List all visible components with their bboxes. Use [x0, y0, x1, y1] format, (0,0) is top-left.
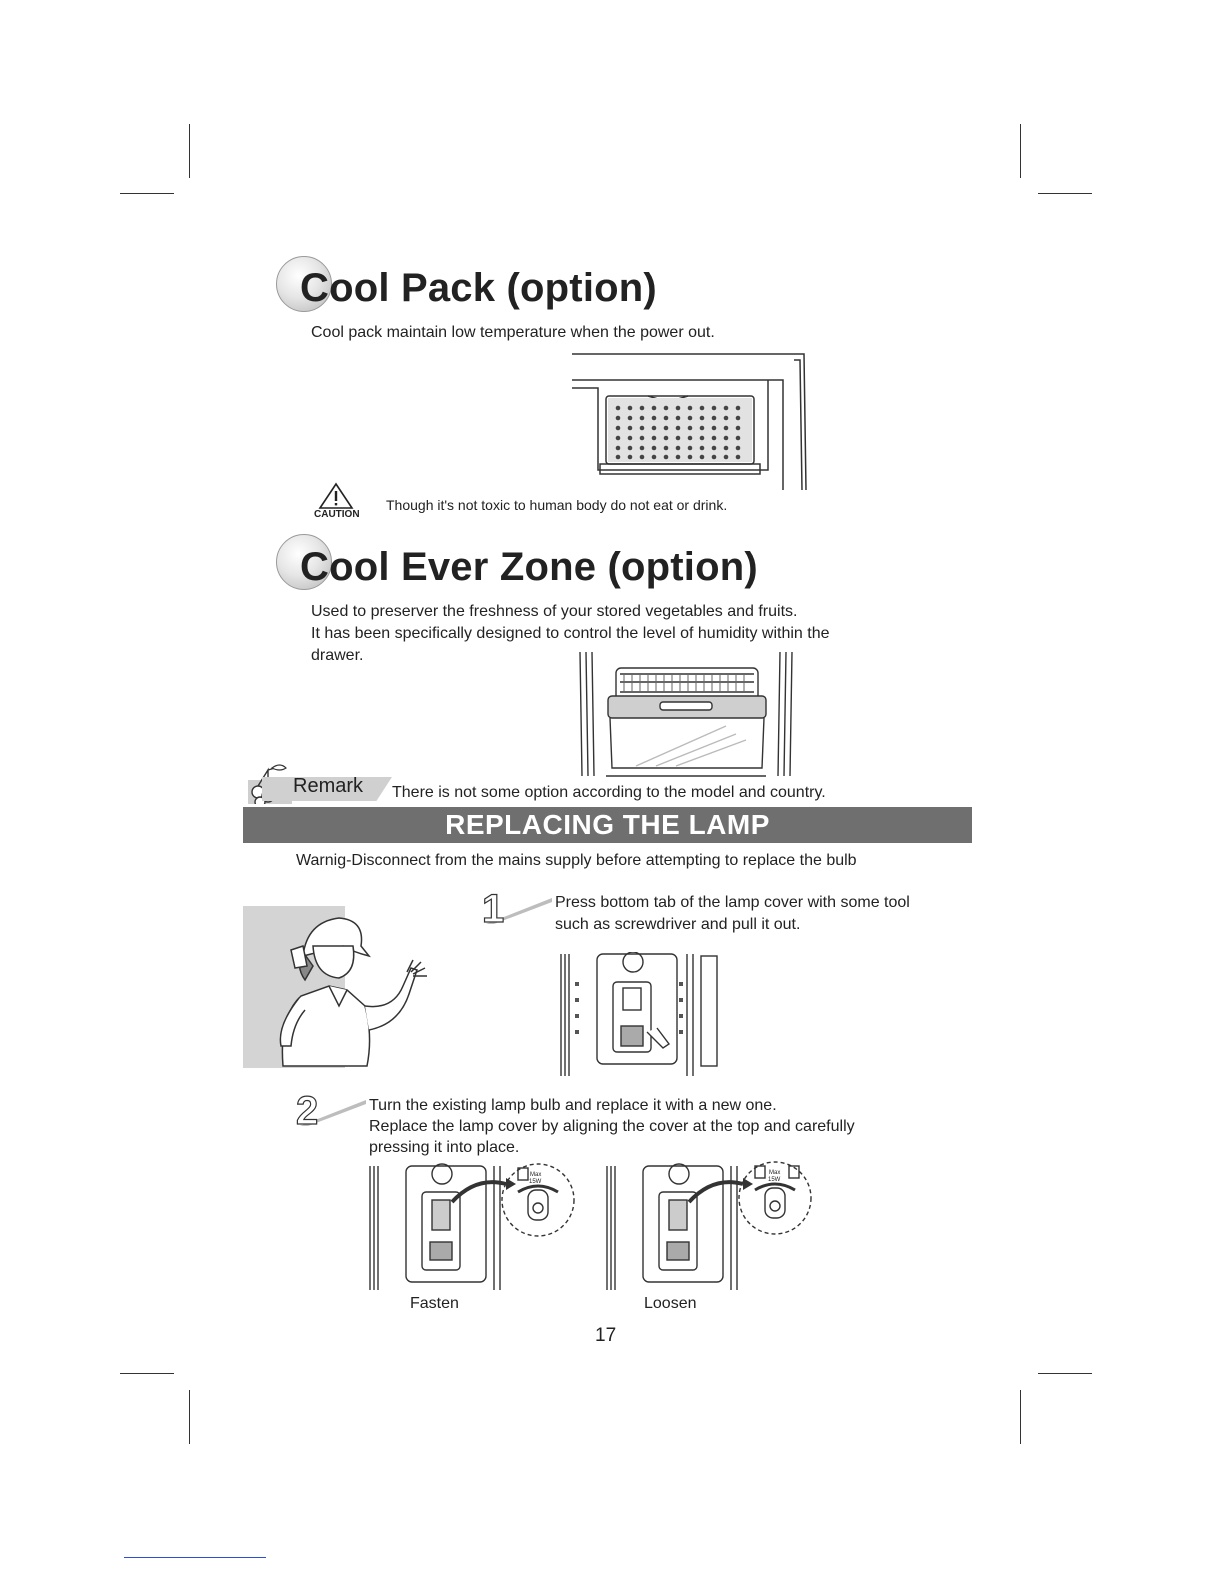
crop-mark — [1020, 1390, 1021, 1444]
step-2-line-2: Replace the lamp cover by aligning the cover at the top and carefully — [369, 1118, 855, 1135]
caution-label: CAUTION — [314, 509, 360, 520]
fasten-illustration — [366, 1162, 580, 1294]
cool-ever-zone-line-2: It has been specifically designed to control the level of humidity within the — [311, 625, 830, 642]
woman-on-phone-illustration — [243, 906, 443, 1070]
loosen-bulb-max-label: Max — [769, 1170, 781, 1176]
drawer-illustration — [576, 650, 796, 778]
step-2-line-1: Turn the existing lamp bulb and replace it with a new one. — [369, 1097, 777, 1114]
cool-pack-description: Cool pack maintain low temperature when the power out. — [311, 324, 715, 341]
remark-text: There is not some option according to the model and country. — [392, 784, 826, 801]
remark-label: Remark — [293, 775, 364, 797]
crop-mark — [1038, 193, 1092, 194]
caution-text: Though it's not toxic to human body do not eat or drink. — [386, 497, 728, 513]
loosen-bulb-watt-label: 15W — [768, 1177, 781, 1183]
crop-mark — [1038, 1373, 1092, 1374]
fasten-bulb-watt-label: 15W — [529, 1179, 542, 1185]
fasten-caption: Fasten — [410, 1295, 459, 1312]
step-1-number-icon — [480, 884, 554, 928]
step-2-number-icon — [294, 1086, 368, 1130]
loosen-illustration — [603, 1158, 817, 1294]
crop-mark — [189, 124, 190, 178]
caution-icon — [318, 482, 354, 510]
fasten-bulb-max-label: Max — [530, 1172, 542, 1178]
page-number: 17 — [595, 1325, 617, 1346]
lamp-cover-removal-illustration — [557, 952, 721, 1076]
crop-mark — [189, 1390, 190, 1444]
step-1-line-2: such as screwdriver and pull it out. — [555, 916, 801, 933]
cool-pack-title: Cool Pack (option) — [300, 266, 657, 310]
svg-text:2: 2 — [296, 1089, 319, 1130]
section-banner: REPLACING THE LAMP — [243, 807, 972, 843]
cool-ever-zone-title: Cool Ever Zone (option) — [300, 545, 758, 589]
loosen-caption: Loosen — [644, 1295, 697, 1312]
cool-ever-zone-line-1: Used to preserver the freshness of your stored vegetables and fruits. — [311, 603, 798, 620]
cool-ever-zone-line-3: drawer. — [311, 647, 364, 664]
step-1-line-1: Press bottom tab of the lamp cover with some tool — [555, 894, 910, 911]
crop-mark — [120, 193, 174, 194]
lamp-warning: Warnig-Disconnect from the mains supply before attempting to replace the bulb — [296, 852, 857, 869]
step-2-line-3: pressing it into place. — [369, 1139, 520, 1156]
svg-text:1: 1 — [482, 887, 505, 928]
crop-mark — [1020, 124, 1021, 178]
footer-rule — [124, 1557, 266, 1558]
cool-pack-illustration — [568, 352, 810, 492]
crop-mark — [120, 1373, 174, 1374]
